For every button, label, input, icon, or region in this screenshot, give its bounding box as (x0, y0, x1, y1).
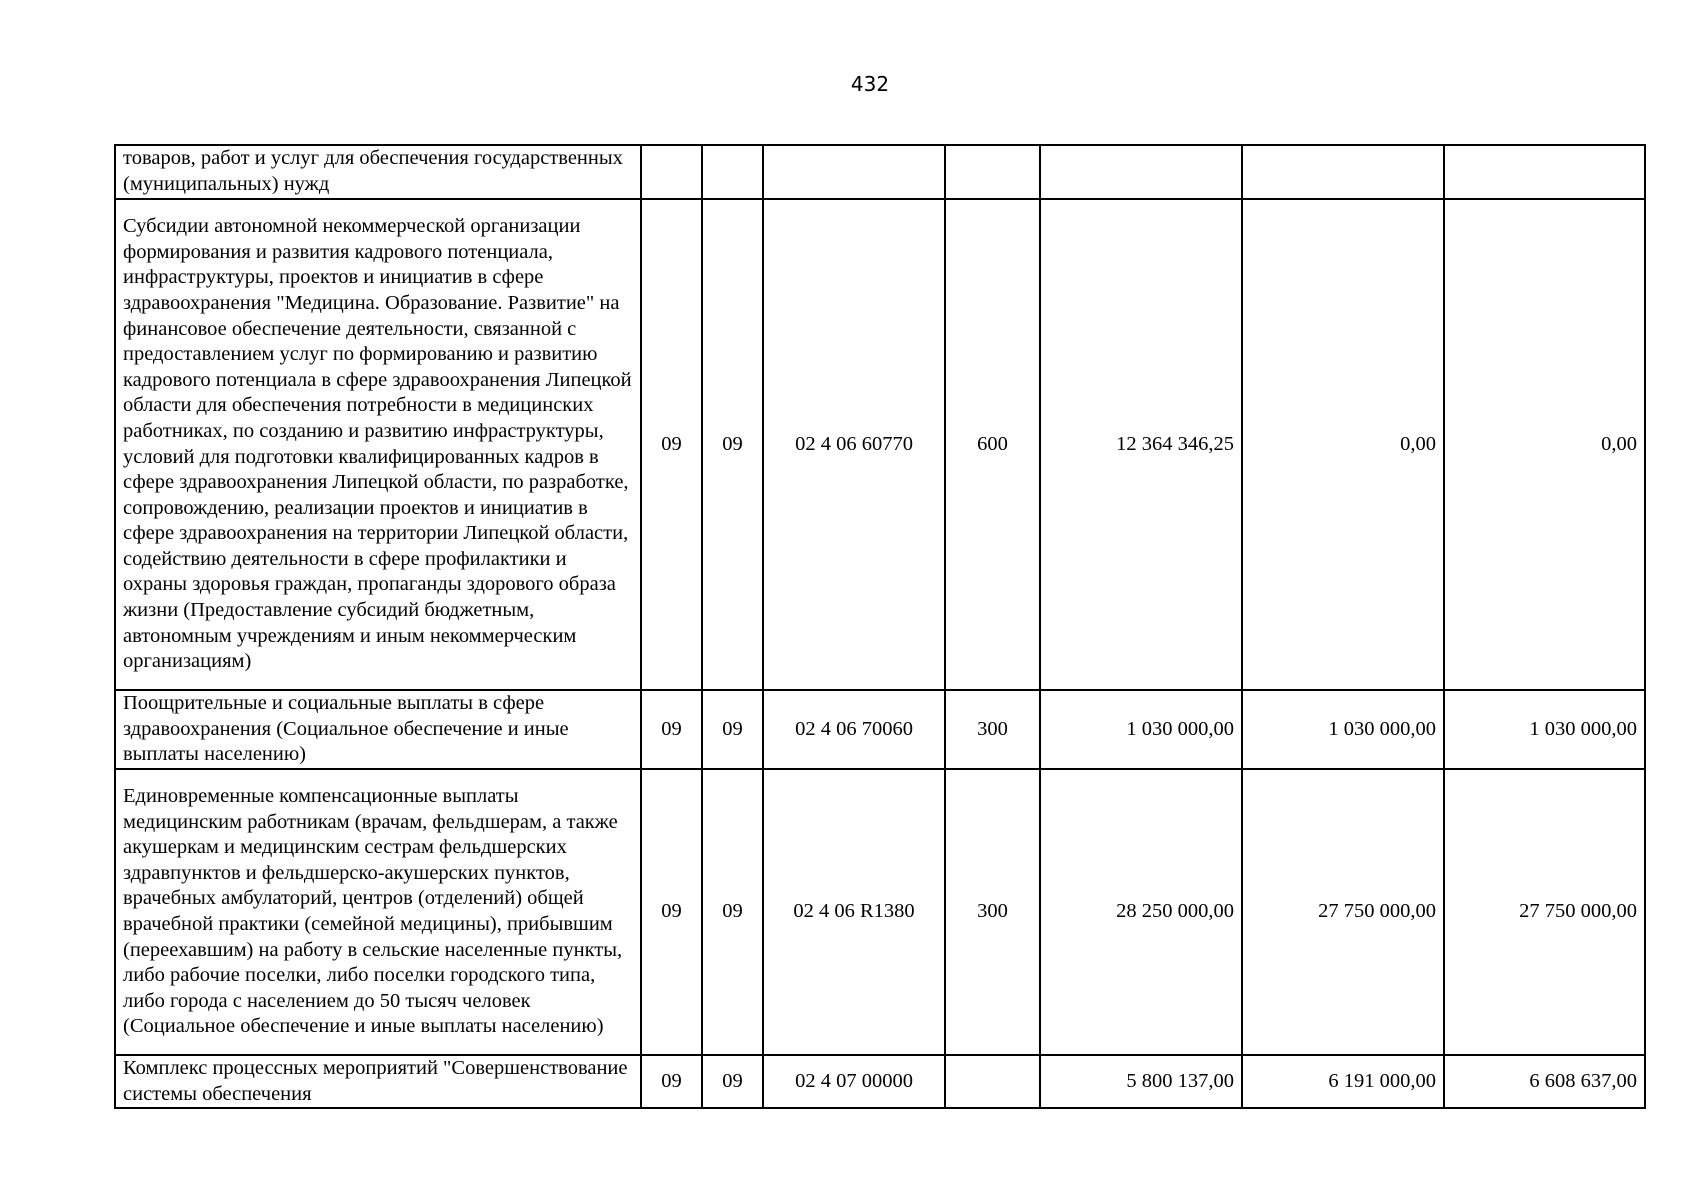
subsection-code-cell: 09 (702, 769, 763, 1055)
row-name-cell: Комплекс процессных мероприятий "Совершенствование системы обеспечения (115, 1055, 641, 1108)
row-name-cell: товаров, работ и услуг для обеспечения государственных (муниципальных) нужд (115, 145, 641, 199)
target-article-cell: 02 4 06 60770 (763, 199, 945, 690)
amount-year-3-cell (1444, 145, 1645, 199)
amount-year-1-cell (1040, 145, 1242, 199)
subsection-code-cell (702, 145, 763, 199)
amount-year-2-cell: 27 750 000,00 (1242, 769, 1444, 1055)
amount-year-3-cell: 1 030 000,00 (1444, 690, 1645, 769)
amount-year-2-cell: 1 030 000,00 (1242, 690, 1444, 769)
section-code-cell: 09 (641, 769, 702, 1055)
amount-year-1-cell: 1 030 000,00 (1040, 690, 1242, 769)
amount-year-2-cell: 6 191 000,00 (1242, 1055, 1444, 1108)
table-row (115, 145, 1645, 199)
expense-type-cell: 300 (945, 690, 1040, 769)
table-row (115, 690, 1645, 769)
section-code-cell (641, 145, 702, 199)
expense-type-cell (945, 1055, 1040, 1108)
subsection-code-cell: 09 (702, 690, 763, 769)
budget-table (114, 144, 1646, 1109)
amount-year-3-cell: 27 750 000,00 (1444, 769, 1645, 1055)
amount-year-3-cell: 0,00 (1444, 199, 1645, 690)
row-name-cell: Поощрительные и социальные выплаты в сфере здравоохранения (Социальное обеспечение и иные выплаты населению) (115, 690, 641, 769)
target-article-cell: 02 4 06 R1380 (763, 769, 945, 1055)
expense-type-cell: 600 (945, 199, 1040, 690)
target-article-cell: 02 4 07 00000 (763, 1055, 945, 1108)
amount-year-3-cell: 6 608 637,00 (1444, 1055, 1645, 1108)
subsection-code-cell: 09 (702, 199, 763, 690)
amount-year-2-cell: 0,00 (1242, 199, 1444, 690)
section-code-cell: 09 (641, 1055, 702, 1108)
target-article-cell: 02 4 06 70060 (763, 690, 945, 769)
expense-type-cell (945, 145, 1040, 199)
expense-type-cell: 300 (945, 769, 1040, 1055)
row-name-cell: Единовременные компенсационные выплаты медицинским работникам (врачам, фельдшерам, а также акушеркам и медицинским сестрам фельдшерских здравпунктов и фельдшерско-акушерских пунктов, врачебных амбулаторий, центров (отделений) общей врачебной практики (семейной медицины), прибывшим (переехавшим) на работу в сельские населенные пункты, либо рабочие поселки, либо поселки городского типа, либо города с населением до 50 тысяч человек (Социальное обеспечение и иные выплаты населению) (115, 769, 641, 1055)
target-article-cell (763, 145, 945, 199)
table-row (115, 769, 1645, 1055)
subsection-code-cell: 09 (702, 1055, 763, 1108)
amount-year-1-cell: 5 800 137,00 (1040, 1055, 1242, 1108)
amount-year-1-cell: 28 250 000,00 (1040, 769, 1242, 1055)
page-number: 432 (850, 72, 890, 96)
table-row (115, 1055, 1645, 1108)
section-code-cell: 09 (641, 690, 702, 769)
row-name-cell: Субсидии автономной некоммерческой организации формирования и развития кадрового потенциала, инфраструктуры, проектов и инициатив в сфере здравоохранения "Медицина. Образование. Развитие" на финансовое обеспечение деятельности, связанной с предоставлением услуг по формированию и развитию кадрового потенциала в сфере здравоохранения Липецкой области для обеспечения потребности в медицинских работниках, по созданию и развитию инфраструктуры, условий для подготовки квалифицированных кадров в сфере здравоохранения Липецкой области, по разработке, сопровождению, реализации проектов и инициатив в сфере здравоохранения на территории Липецкой области, содействию деятельности в сфере профилактики и охраны здоровья граждан, пропаганды здорового образа жизни (Предоставление субсидий бюджетным, автономным учреждениям и иным некоммерческим организациям) (115, 199, 641, 690)
table-row (115, 199, 1645, 690)
section-code-cell: 09 (641, 199, 702, 690)
amount-year-2-cell (1242, 145, 1444, 199)
amount-year-1-cell: 12 364 346,25 (1040, 199, 1242, 690)
